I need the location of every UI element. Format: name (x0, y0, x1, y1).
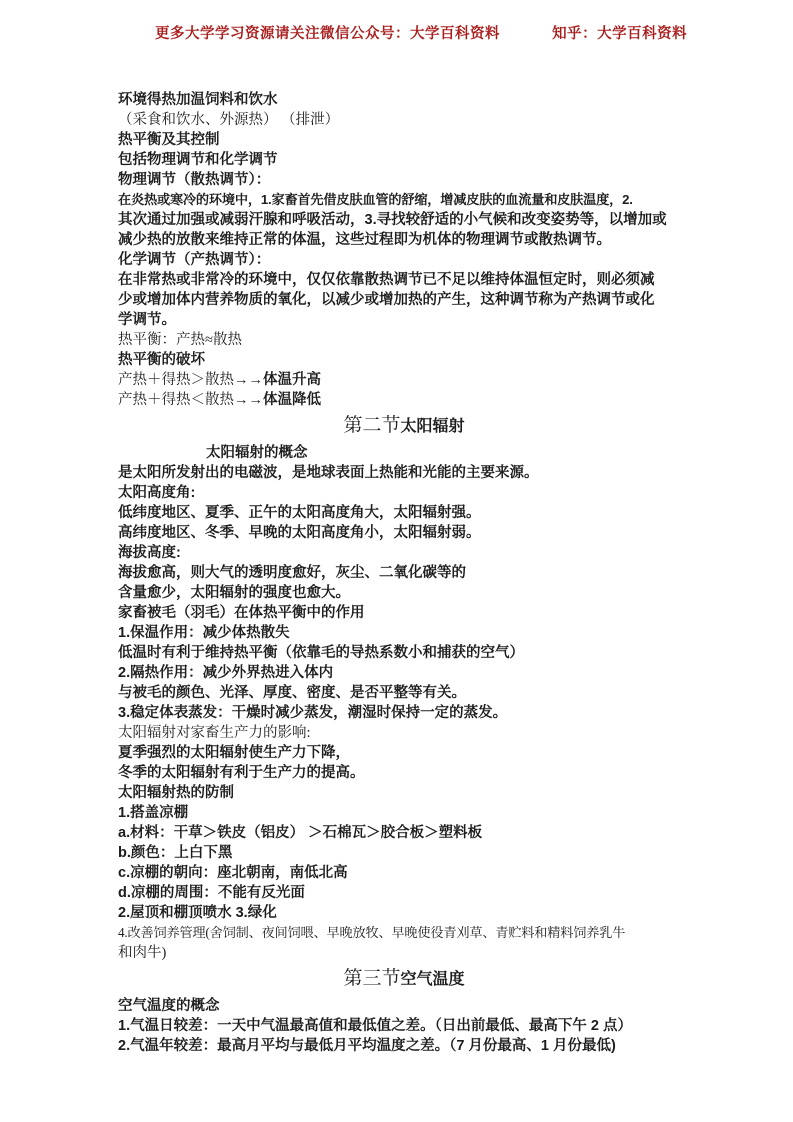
text-run: b.颜色：上白下黑 (118, 845, 233, 861)
doc-line (118, 483, 690, 503)
text-run: （采食和饮水、外源热） （排泄） (118, 112, 340, 128)
text-run: 减少热的放散来维持正常的体温，这些过程即为机体的物理调节或散热调节。 (118, 232, 611, 248)
text-run: 2.隔热作用：减少外界热进入体内 (118, 665, 334, 681)
doc-line (118, 903, 690, 923)
text-run: 太阳高度角: (118, 485, 196, 501)
text-run: a.材料：干草＞铁皮（铝皮） ＞石棉瓦＞胶合板＞塑料板 (118, 825, 483, 841)
doc-line (118, 583, 690, 603)
doc-line (118, 843, 690, 863)
doc-line (118, 823, 690, 843)
text-run: 包括物理调节和化学调节 (118, 152, 278, 168)
text-run: 2.气温年较差：最高月平均与最低月平均温度之差。（7 月份最高、1 月份最低) (118, 1038, 616, 1054)
doc-line (118, 683, 690, 703)
text-run: 低温时有利于维持热平衡（依靠毛的导热系数小和捕获的空气） (118, 645, 524, 661)
doc-line (118, 210, 690, 230)
text-run: 家畜被毛（羽毛）在体热平衡中的作用 (118, 605, 365, 621)
text-run: 第三节 (343, 968, 401, 989)
doc-line (118, 463, 690, 483)
section-heading (118, 410, 690, 443)
doc-line (118, 923, 690, 943)
text-run: 环境得热加温饲料和饮水 (118, 92, 278, 108)
doc-line (118, 563, 690, 583)
doc-line (118, 803, 690, 823)
text-run: 空气温度 (400, 971, 465, 988)
doc-line (118, 330, 690, 350)
text-run: d.凉棚的周围：不能有反光面 (118, 885, 305, 901)
doc-line (118, 443, 690, 463)
text-run: 低纬度地区、夏季、正午的太阳高度角大，太阳辐射强。 (118, 505, 481, 521)
doc-line (118, 250, 690, 270)
text-run: c.凉棚的朝向：座北朝南，南低北高 (118, 865, 348, 881)
doc-line (118, 110, 690, 130)
text-run: 太阳辐射 (400, 418, 465, 435)
doc-line (118, 763, 690, 783)
header-zhihu-text: 知乎：大学百科资料 (552, 26, 688, 42)
text-run: 体温降低 (263, 392, 321, 408)
text-run: 物理调节（散热调节）： (118, 172, 271, 188)
text-run: 其次通过加强或减弱汗腺和呼吸活动，3.寻找较舒适的小气候和改变姿势等，以增加或 (118, 212, 667, 228)
doc-line (118, 390, 690, 410)
doc-body (118, 90, 690, 1056)
doc-line (118, 703, 690, 723)
text-run: 海拔高度: (118, 545, 181, 561)
text-run: 热平衡及其控制 (118, 132, 220, 148)
text-run: 夏季强烈的太阳辐射使生产力下降， (118, 745, 350, 761)
text-run: 产热＋得热＞散热→→ (118, 372, 263, 388)
doc-header (155, 22, 687, 43)
doc-line (118, 230, 690, 250)
text-run: 在非常热或非常冷的环境中，仅仅依靠散热调节已不足以维持体温恒定时，则必须减 (118, 272, 655, 288)
text-run: 少或增加体内营养物质的氧化，以减少或增加热的产生，这种调节称为产热调节或化 (118, 292, 655, 308)
doc-line (118, 603, 690, 623)
doc-line (118, 743, 690, 763)
doc-line (118, 996, 690, 1016)
doc-line (118, 270, 690, 290)
doc-line (118, 883, 690, 903)
doc-line (118, 863, 690, 883)
text-run: 太阳辐射对家畜生产力的影响: (118, 725, 311, 741)
doc-line (118, 130, 690, 150)
section-heading (118, 963, 690, 996)
text-run: 空气温度的概念 (118, 998, 220, 1014)
doc-line (118, 90, 690, 110)
text-run: 1.气温日较差：一天中气温最高值和最低值之差。（日出前最低、最高下午 2 点） (118, 1018, 632, 1034)
text-run: 2.屋顶和棚顶喷水 3.绿化 (118, 905, 277, 921)
doc-line (118, 643, 690, 663)
doc-line (118, 350, 690, 370)
doc-line (118, 150, 690, 170)
text-run: 和肉牛) (118, 945, 167, 961)
text-run: 冬季的太阳辐射有利于生产力的提高。 (118, 765, 365, 781)
text-run: 是太阳所发射出的电磁波，是地球表面上热能和光能的主要来源。 (118, 465, 539, 481)
text-run: 太阳辐射热的防制 (118, 785, 234, 801)
header-wechat-text: 更多大学学习资源请关注微信公众号：大学百科资料 (155, 26, 500, 42)
text-run: 海拔愈高，则大气的透明度愈好，灰尘、二氧化碳等的 (118, 565, 466, 581)
text-run: 高纬度地区、冬季、早晚的太阳高度角小，太阳辐射弱。 (118, 525, 481, 541)
text-run: 在炎热或寒冷的环境中，1.家畜首先借皮肤血管的舒缩，增减皮肤的血流量和皮肤温度，2. (118, 192, 633, 207)
text-run: 第二节 (343, 415, 401, 436)
doc-line (118, 290, 690, 310)
doc-line (118, 503, 690, 523)
doc-line (118, 190, 690, 210)
doc-line (118, 1016, 690, 1036)
doc-line (118, 623, 690, 643)
text-run: 1.搭盖凉棚 (118, 805, 189, 821)
text-run: 4.改善饲养管理(舍饲制、夜间饲喂、早晚放牧、早晚使役青刈草、青贮料和精料饲养乳牛 (118, 925, 626, 940)
text-run: 学调节。 (118, 312, 176, 328)
doc-line (118, 723, 690, 743)
text-run: 热平衡的破坏 (118, 352, 205, 368)
text-run: 3.稳定体表蒸发：干燥时减少蒸发，潮湿时保持一定的蒸发。 (118, 705, 508, 721)
text-run: 化学调节（产热调节）： (118, 252, 271, 268)
doc-line (118, 523, 690, 543)
doc-line (118, 663, 690, 683)
text-run: 与被毛的颜色、光泽、厚度、密度、是否平整等有关。 (118, 685, 466, 701)
text-run: 1.保温作用：减少体热散失 (118, 625, 290, 641)
doc-line (118, 783, 690, 803)
text-run: 产热＋得热＜散热→→ (118, 392, 263, 408)
doc-line (118, 170, 690, 190)
text-run: 太阳辐射的概念 (206, 445, 308, 461)
text-run: 含量愈少，太阳辐射的强度也愈大。 (118, 585, 350, 601)
doc-line (118, 543, 690, 563)
doc-line (118, 370, 690, 390)
text-run: 体温升高 (263, 372, 321, 388)
doc-line (118, 1036, 690, 1056)
doc-line (118, 310, 690, 330)
doc-line (118, 943, 690, 963)
text-run: 热平衡：产热≈散热 (118, 332, 242, 348)
